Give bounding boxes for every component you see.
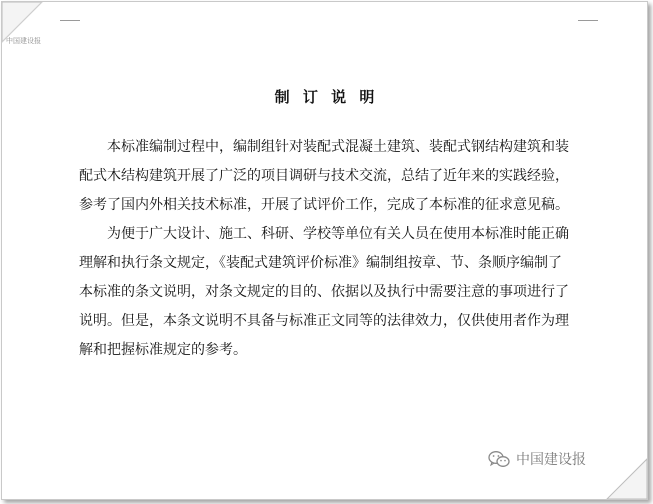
paragraph-1 xyxy=(79,133,579,220)
text-line: 参考了国内外相关技术标准，开展了试评价工作，完成了本标准的征求意见稿。 xyxy=(79,197,569,213)
text-line: 本标准的条文说明，对条文规定的目的、依据以及执行中需要注意的事项进行了 xyxy=(79,284,569,300)
paragraph-2 xyxy=(79,220,579,365)
watermark-top: 中国建设报 xyxy=(6,37,41,45)
text-line: 解和把握标准规定的参考。 xyxy=(79,342,247,358)
footer-watermark xyxy=(488,449,586,469)
footer-label: 中国建设报 xyxy=(516,452,586,468)
text-line: 理解和执行条文规定，《装配式建筑评价标准》编制组按章、节、条顺序编制了 xyxy=(79,255,562,271)
text-line: 说明。但是，本条文说明不具备与标准正文同等的法律效力，仅供使用者作为理 xyxy=(79,313,569,329)
text-line: 为便于广大设计、施工、科研、学校等单位有关人员在使用本标准时能正确 xyxy=(107,226,569,242)
header-rule-right xyxy=(578,20,598,21)
document-body xyxy=(79,133,579,365)
page-title: 制 订 说 明 xyxy=(274,88,379,106)
page-corner-fold-bottom-right xyxy=(603,455,647,499)
wechat-icon xyxy=(488,450,510,468)
text-line: 配式木结构建筑开展了广泛的项目调研与技术交流，总结了近年来的实践经验， xyxy=(79,168,569,184)
header-rule-left xyxy=(60,20,80,21)
text-line: 本标准编制过程中，编制组针对装配式混凝土建筑、装配式钢结构建筑和装 xyxy=(107,139,569,155)
